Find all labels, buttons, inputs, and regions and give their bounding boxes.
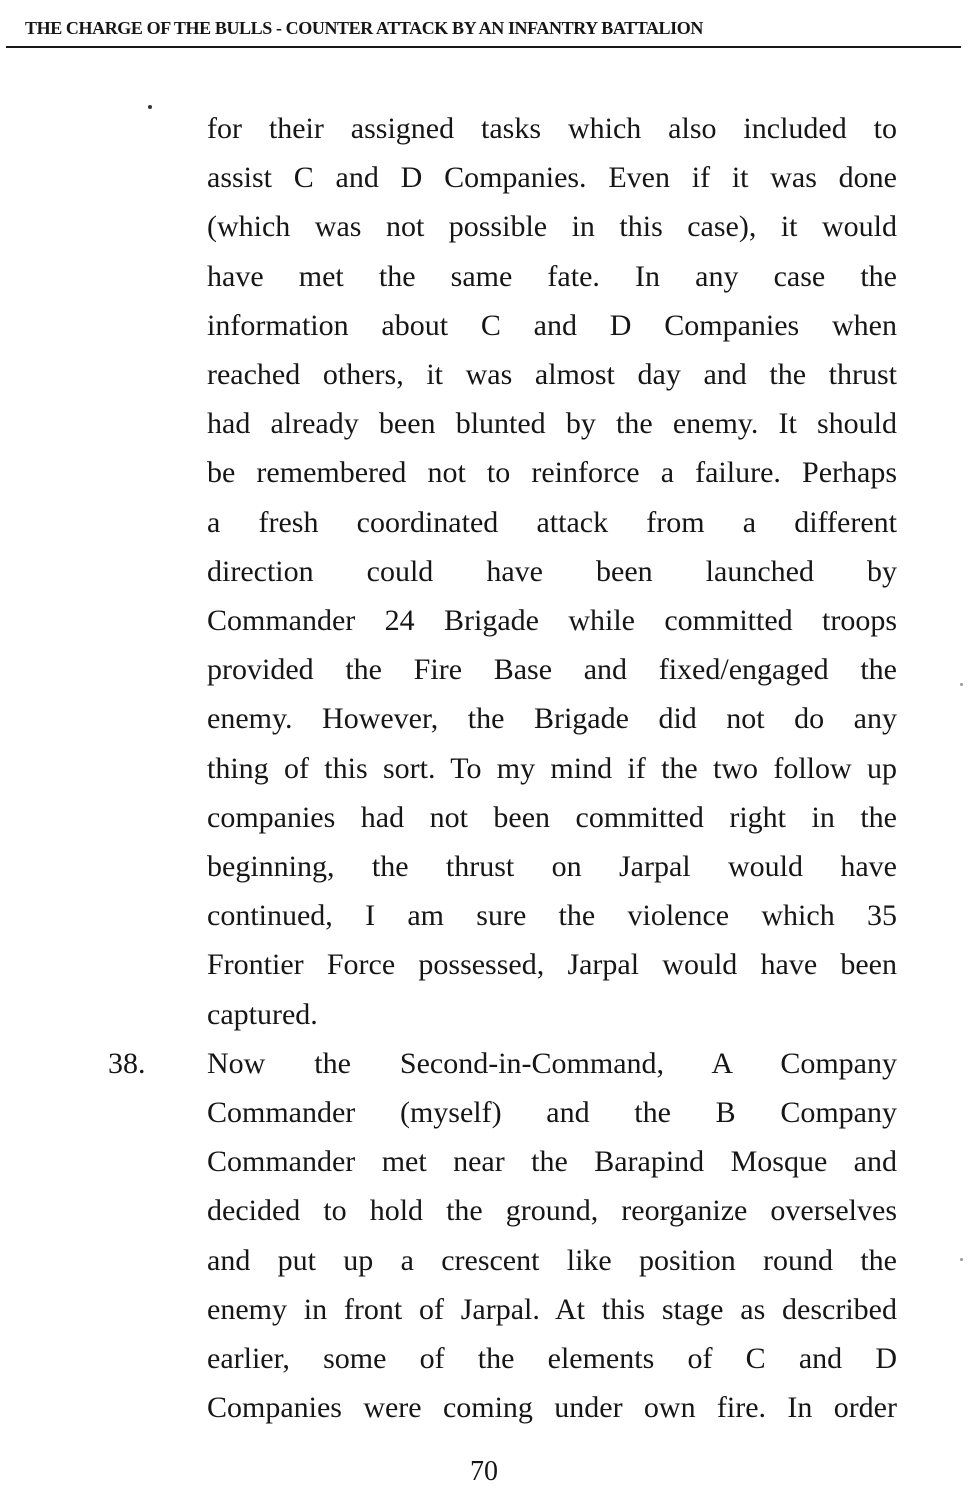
text-line: assist C and D Companies. Even if it was done [207,161,897,194]
scan-speck [960,683,963,686]
running-header-title: THE CHARGE OF THE BULLS - COUNTER ATTACK BY AN INFANTRY BATTALION [25,18,703,38]
text-line: information about C and D Companies when [207,309,897,342]
text-line: a fresh coordinated attack from a different [207,506,897,539]
scan-speck [960,1258,963,1261]
text-line: beginning, the thrust on Jarpal would have [207,850,897,883]
text-line: Commander met near the Barapind Mosque and [207,1145,897,1178]
text-line: enemy in front of Jarpal. At this stage as described [207,1293,897,1326]
text-line: Commander (myself) and the B Company [207,1096,897,1129]
text-line: decided to hold the ground, reorganize overselves [207,1194,897,1227]
page-number: 70 [470,1456,498,1487]
text-line: thing of this sort. To my mind if the two follow up [207,752,897,785]
text-line: (which was not possible in this case), it would [207,210,897,243]
text-line: and put up a crescent like position round the [207,1244,897,1277]
text-line: Commander 24 Brigade while committed troops [207,604,897,637]
text-line: companies had not been committed right in the [207,801,897,834]
text-line: Now the Second-in-Command, A Company [207,1047,897,1080]
text-line: had already been blunted by the enemy. It should [207,407,897,440]
text-line: provided the Fire Base and fixed/engaged the [207,653,897,686]
text-line: reached others, it was almost day and the thrust [207,358,897,391]
text-line: for their assigned tasks which also included to [207,112,897,145]
text-line: enemy. However, the Brigade did not do any [207,702,897,735]
text-line: captured. [207,998,318,1031]
header-rule [6,46,961,48]
text-line: earlier, some of the elements of C and D [207,1342,897,1375]
text-line: Companies were coming under own fire. In order [207,1391,897,1424]
text-line: be remembered not to reinforce a failure. Perhaps [207,456,897,489]
text-line: direction could have been launched by [207,555,897,588]
paragraph-number: 38. [108,1047,146,1080]
text-line: continued, I am sure the violence which 35 [207,899,897,932]
text-line: have met the same fate. In any case the [207,260,897,293]
text-line: Frontier Force possessed, Jarpal would have been [207,948,897,981]
scan-speck [148,105,152,109]
